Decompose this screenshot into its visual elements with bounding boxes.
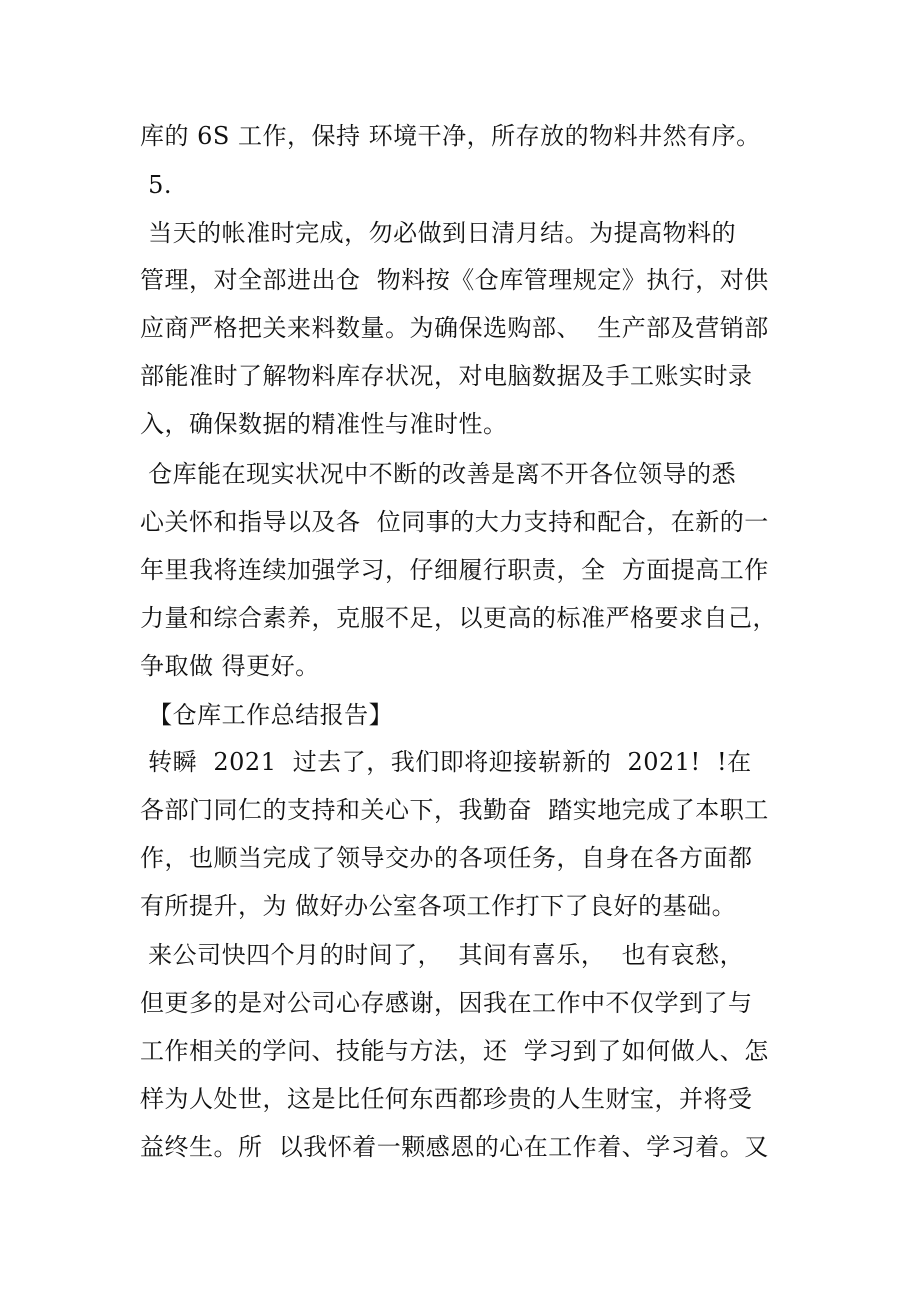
text-line: 心关怀和指导以及各 位同事的大力支持和配合，在新的一 — [140, 508, 769, 536]
text-line: 来公司快四个月的时间了， 其间有喜乐， 也有哀愁， — [140, 941, 745, 969]
text-line: 工作相关的学问、技能与方法，还 学习到了如何做人、怎 — [140, 1037, 769, 1065]
text-line: 争取做 得更好。 — [140, 652, 320, 680]
text-line: 有所提升，为 做好办公室各项工作打下了良好的基础。 — [140, 892, 737, 920]
text-line: 5. — [140, 171, 173, 199]
text-line: 年里我将连续加强学习，仔细履行职责，全 方面提高工作 — [140, 556, 769, 584]
text-line: 样为人处世，这是比任何东西都珍贵的人生财宝，并将受 — [140, 1085, 753, 1113]
text-line: 作，也顺当完成了领导交办的各项任务，自身在各方面都 — [140, 844, 753, 872]
section-heading: 【仓库工作总结报告】 — [140, 701, 394, 729]
text-line: 当天的帐准时完成，勿必做到日清月结。为提高物料的 — [140, 219, 737, 247]
text-line: 益终生。所 以我怀着一颗感恩的心在工作着、学习着。又 — [140, 1133, 769, 1161]
text-line: 应商严格把关来料数量。为确保选购部、 生产部及营销部 — [140, 314, 769, 342]
text-line: 仓库能在现实状况中不断的改善是离不开各位领导的悉 — [140, 460, 737, 488]
text-line: 入，确保数据的精准性与准时性。 — [140, 410, 508, 438]
text-line: 但更多的是对公司心存感谢，因我在工作中不仅学到了与 — [140, 989, 753, 1017]
text-line: 库的 6S 工作，保持 环境干净，所存放的物料井然有序。 — [140, 122, 761, 150]
text-line: 部能准时了解物料库存状况，对电脑数据及手工账实时录 — [140, 362, 753, 390]
text-line: 转瞬 2021 过去了，我们即将迎接崭新的 2021! !在 — [140, 748, 752, 776]
text-line: 管理，对全部进出仓 物料按《仓库管理规定》执行，对供 — [140, 266, 769, 294]
text-line: 力量和综合素养，克服不足，以更高的标准严格要求自己， — [140, 604, 777, 632]
text-line: 各部门同仁的支持和关心下，我勤奋 踏实地完成了本职工 — [140, 796, 769, 824]
